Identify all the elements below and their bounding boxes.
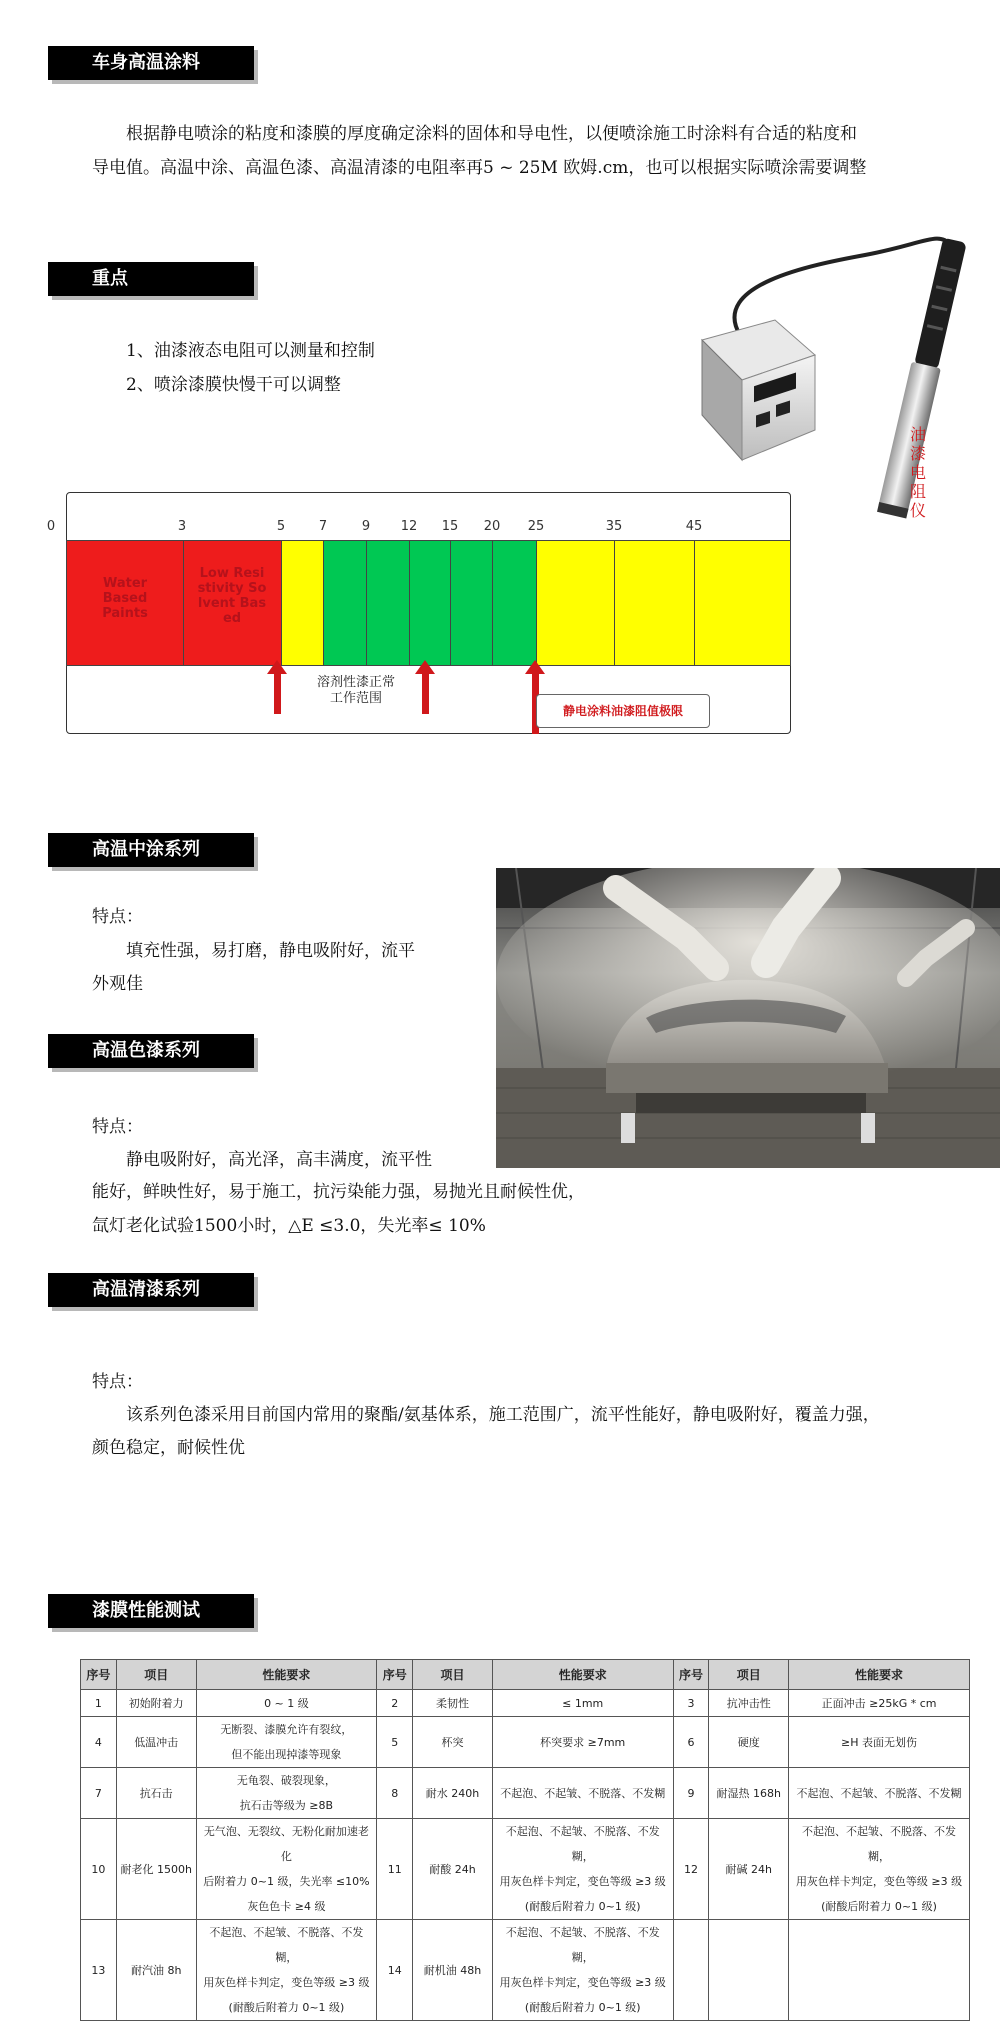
section-title-color-coat: 高温色漆系列 xyxy=(48,1034,254,1068)
primer-line-2: 外观佳 xyxy=(92,974,143,994)
table-cell-line: 不起泡、不起皱、不脱落、不发糊， xyxy=(505,1926,660,1964)
table-cell-line: 柔韧性 xyxy=(435,1696,469,1710)
table-cell xyxy=(789,1819,970,1920)
table-cell-line: 抗冲击性 xyxy=(726,1696,771,1710)
table-cell-line: 低温冲击 xyxy=(134,1735,179,1749)
zone-green xyxy=(323,540,366,666)
table-cell xyxy=(789,1920,970,2021)
section-title-key-points: 重点 xyxy=(48,262,254,296)
table-cell xyxy=(196,1768,377,1819)
zone-yellow-low xyxy=(281,540,323,666)
table-cell xyxy=(377,1768,413,1819)
arrow-up-icon xyxy=(415,660,435,674)
table-cell xyxy=(673,1819,709,1920)
feature-label: 特点： xyxy=(92,907,143,927)
table-cell-line: (耐酸后附着力 0~1 级) xyxy=(524,1900,641,1913)
table-cell-line: 用灰色样卡判定，变色等级 ≥3 级 xyxy=(499,1875,666,1888)
table-cell-line: 7 xyxy=(94,1786,102,1800)
table-cell xyxy=(673,1768,709,1819)
table-cell xyxy=(413,1690,493,1717)
zone-green xyxy=(492,540,536,666)
table-cell xyxy=(709,1920,789,2021)
section-title-clear-coat: 高温清漆系列 xyxy=(48,1273,254,1307)
table-cell xyxy=(196,1690,377,1717)
table-cell-line: 8 xyxy=(391,1786,399,1800)
table-cell-line: (耐酸后附着力 0~1 级) xyxy=(524,2001,641,2014)
table-cell xyxy=(81,1717,117,1768)
section-title-film-test: 漆膜性能测试 xyxy=(48,1594,254,1628)
device-label: 油漆电阻仪 xyxy=(909,425,926,520)
table-cell xyxy=(413,1717,493,1768)
table-cell-line: 0 ~ 1 级 xyxy=(264,1696,309,1710)
table-cell-line: 不起泡、不起皱、不脱落、不发糊， xyxy=(802,1825,957,1863)
arrow-up-icon xyxy=(274,674,281,714)
table-cell-line: ≤ 1mm xyxy=(562,1696,604,1710)
table-header-cell: 性能要求 xyxy=(196,1660,377,1690)
table-row xyxy=(81,1690,970,1717)
table-cell-line: 硬度 xyxy=(737,1735,760,1749)
table-cell-line: 抗石击 xyxy=(139,1786,173,1800)
table-cell xyxy=(492,1690,673,1717)
table-header-row xyxy=(81,1660,970,1690)
scale-tick-label: 35 xyxy=(605,519,623,534)
table-cell xyxy=(377,1819,413,1920)
normal-range-label: 工作范围 xyxy=(329,691,382,706)
table-cell-line: 2 xyxy=(391,1696,399,1710)
table-cell-line: 耐碱 24h xyxy=(725,1862,773,1876)
table-cell-line: 耐老化 1500h xyxy=(120,1862,192,1876)
table-header-cell: 项目 xyxy=(709,1660,789,1690)
table-cell-line: 4 xyxy=(94,1735,102,1749)
zone-green xyxy=(409,540,450,666)
table-cell xyxy=(492,1920,673,2021)
table-cell-line: 杯突要求 ≥7mm xyxy=(540,1735,626,1749)
table-cell-line: 3 xyxy=(687,1696,695,1710)
table-cell xyxy=(196,1819,377,1920)
primer-line-1: 填充性强，易打磨，静电吸附好，流平 xyxy=(126,941,415,961)
normal-range-label: 溶剂性漆正常 xyxy=(316,675,395,690)
scale-tick-label: 15 xyxy=(441,519,459,534)
table-cell-line: 但不能出现掉漆等现象 xyxy=(231,1748,342,1761)
table-cell xyxy=(789,1768,970,1819)
table-cell xyxy=(673,1717,709,1768)
table-cell-line: 耐汽油 8h xyxy=(130,1963,182,1977)
table-cell xyxy=(116,1819,196,1920)
scale-tick-label: 3 xyxy=(177,519,187,534)
feature-label: 特点： xyxy=(92,1372,143,1392)
limit-label: 静电涂料油漆阻值极限 xyxy=(536,694,710,728)
section-title-primer: 高温中涂系列 xyxy=(48,833,254,867)
table-cell-line: 9 xyxy=(687,1786,695,1800)
table-cell xyxy=(413,1768,493,1819)
arrow-up-icon xyxy=(267,660,287,674)
table-cell-line: 初始附着力 xyxy=(128,1696,184,1710)
color-coat-line-2: 能好，鲜映性好，易于施工，抗污染能力强，易抛光且耐候性优， xyxy=(92,1182,585,1202)
table-cell-line: 灰色色卡 ≥4 级 xyxy=(247,1900,326,1913)
table-cell xyxy=(492,1819,673,1920)
table-cell-line: 1 xyxy=(94,1696,102,1710)
table-cell-line: 13 xyxy=(91,1963,106,1977)
zone-green xyxy=(366,540,409,666)
table-cell-line: 无龟裂、破裂现象， xyxy=(236,1774,336,1787)
table-cell xyxy=(81,1690,117,1717)
table-header-cell: 项目 xyxy=(116,1660,196,1690)
table-cell-line: 14 xyxy=(387,1963,402,1977)
table-cell xyxy=(709,1690,789,1717)
clear-coat-line-1: 该系列色漆采用目前国内常用的聚酯/氨基体系，施工范围广，流平性能好，静电吸附好，覆盖力强， xyxy=(126,1405,880,1425)
table-header-cell: 序号 xyxy=(377,1660,413,1690)
table-cell xyxy=(709,1768,789,1819)
intro-line-2: 导电值。高温中涂、高温色漆、高温清漆的电阻率再5 ~ 25M 欧姆.cm，也可以根据实际喷涂需要调整 xyxy=(92,158,867,178)
table-cell xyxy=(116,1768,196,1819)
table-cell xyxy=(709,1819,789,1920)
zone-label-low-resistivity: Low Resistivity Solvent Based xyxy=(197,566,267,626)
table-row xyxy=(81,1920,970,2021)
arrow-up-icon xyxy=(525,660,545,674)
table-header-cell: 项目 xyxy=(413,1660,493,1690)
table-cell-line: 用灰色样卡判定，变色等级 ≥3 级 xyxy=(499,1976,666,1989)
table-cell xyxy=(789,1717,970,1768)
table-cell xyxy=(116,1690,196,1717)
table-cell xyxy=(789,1690,970,1717)
scale-tick-label: 5 xyxy=(276,519,286,534)
table-cell-line: 耐水 240h xyxy=(425,1786,480,1800)
table-cell-line: 10 xyxy=(91,1862,106,1876)
table-cell-line: 无气泡、无裂纹、无粉化耐加速老化 xyxy=(203,1825,369,1863)
table-row xyxy=(81,1768,970,1819)
color-coat-line-3: 氙灯老化试验1500小时，△E ≤3.0，失光率≤ 10% xyxy=(92,1216,486,1236)
table-cell-line: 不起泡、不起皱、不脱落、不发糊 xyxy=(500,1786,666,1800)
table-cell-line: 6 xyxy=(687,1735,695,1749)
scale-tick-label: 9 xyxy=(361,519,371,534)
scale-tick-label: 25 xyxy=(527,519,545,534)
table-cell-line: 杯突 xyxy=(441,1735,464,1749)
key-point-1: 1、油漆液态电阻可以测量和控制 xyxy=(126,341,375,361)
table-cell-line: (耐酸后附着力 0~1 级) xyxy=(228,2001,345,2014)
table-cell-line: 11 xyxy=(387,1862,402,1876)
table-cell-line: 抗石击等级为 ≥8B xyxy=(239,1799,334,1812)
table-cell xyxy=(196,1717,377,1768)
table-cell-line: 后附着力 0~1 级，失光率 ≤10% xyxy=(203,1875,370,1888)
table-cell xyxy=(673,1690,709,1717)
table-cell xyxy=(81,1768,117,1819)
table-cell xyxy=(673,1920,709,2021)
resistance-meter-device-image xyxy=(690,225,970,525)
table-cell-line: 不起泡、不起皱、不脱落、不发糊， xyxy=(505,1825,660,1863)
scale-tick-label: 0 xyxy=(46,519,56,534)
feature-label: 特点： xyxy=(92,1117,143,1137)
table-cell-line: ≥H 表面无划伤 xyxy=(841,1735,918,1749)
zone-yellow-high xyxy=(536,540,614,666)
table-cell xyxy=(81,1920,117,2021)
table-cell xyxy=(81,1819,117,1920)
clear-coat-line-2: 颜色稳定，耐候性优 xyxy=(92,1438,245,1458)
spray-booth-car-photo xyxy=(496,868,1000,1168)
zone-green xyxy=(450,540,492,666)
table-cell-line: 耐机油 48h xyxy=(423,1963,482,1977)
table-cell-line: 12 xyxy=(684,1862,699,1876)
table-cell-line: 5 xyxy=(391,1735,399,1749)
table-cell xyxy=(377,1690,413,1717)
key-point-2: 2、喷涂漆膜快慢干可以调整 xyxy=(126,375,341,395)
table-cell-line: 正面冲击 ≥25kG * cm xyxy=(821,1696,937,1710)
color-coat-line-1: 静电吸附好，高光泽，高丰满度，流平性 xyxy=(126,1150,432,1170)
table-header-cell: 性能要求 xyxy=(492,1660,673,1690)
section-title-coating: 车身高温涂料 xyxy=(48,46,254,80)
table-header-cell: 性能要求 xyxy=(789,1660,970,1690)
table-header-cell: 序号 xyxy=(81,1660,117,1690)
arrow-up-icon xyxy=(422,674,429,714)
table-row xyxy=(81,1819,970,1920)
scale-tick-label: 45 xyxy=(685,519,703,534)
table-cell xyxy=(709,1717,789,1768)
table-row xyxy=(81,1717,970,1768)
table-cell-line: 耐酸 24h xyxy=(429,1862,476,1876)
zone-label-water-based: Water Based Paints xyxy=(102,576,148,621)
table-cell xyxy=(413,1920,493,2021)
intro-line-1: 根据静电喷涂的粘度和漆膜的厚度确定涂料的固体和导电性，以便喷涂施工时涂料有合适的粘度和 xyxy=(126,124,857,144)
table-cell-line: 用灰色样卡判定，变色等级 ≥3 级 xyxy=(795,1875,963,1888)
table-cell-line: 不起泡、不起皱、不脱落、不发糊， xyxy=(209,1926,364,1964)
table-cell-line: 用灰色样卡判定，变色等级 ≥3 级 xyxy=(203,1976,370,1989)
scale-tick-label: 7 xyxy=(318,519,328,534)
table-cell-line: 不起泡、不起皱、不脱落、不发糊 xyxy=(796,1786,962,1800)
table-cell xyxy=(377,1717,413,1768)
table-cell-line: 耐湿热 168h xyxy=(716,1786,782,1800)
table-cell xyxy=(492,1717,673,1768)
table-cell xyxy=(196,1920,377,2021)
scale-tick-label: 12 xyxy=(400,519,418,534)
table-cell xyxy=(413,1819,493,1920)
table-cell xyxy=(377,1920,413,2021)
zone-yellow-high xyxy=(694,540,791,666)
zone-yellow-high xyxy=(614,540,694,666)
table-cell xyxy=(116,1920,196,2021)
table-cell-line: (耐酸后附着力 0~1 级) xyxy=(821,1900,937,1913)
table-cell xyxy=(116,1717,196,1768)
table-header-cell: 序号 xyxy=(673,1660,709,1690)
table-cell xyxy=(492,1768,673,1819)
scale-tick-label: 20 xyxy=(483,519,501,534)
table-cell-line: 无断裂、漆膜允许有裂纹， xyxy=(220,1723,353,1736)
film-performance-table xyxy=(80,1659,970,2021)
